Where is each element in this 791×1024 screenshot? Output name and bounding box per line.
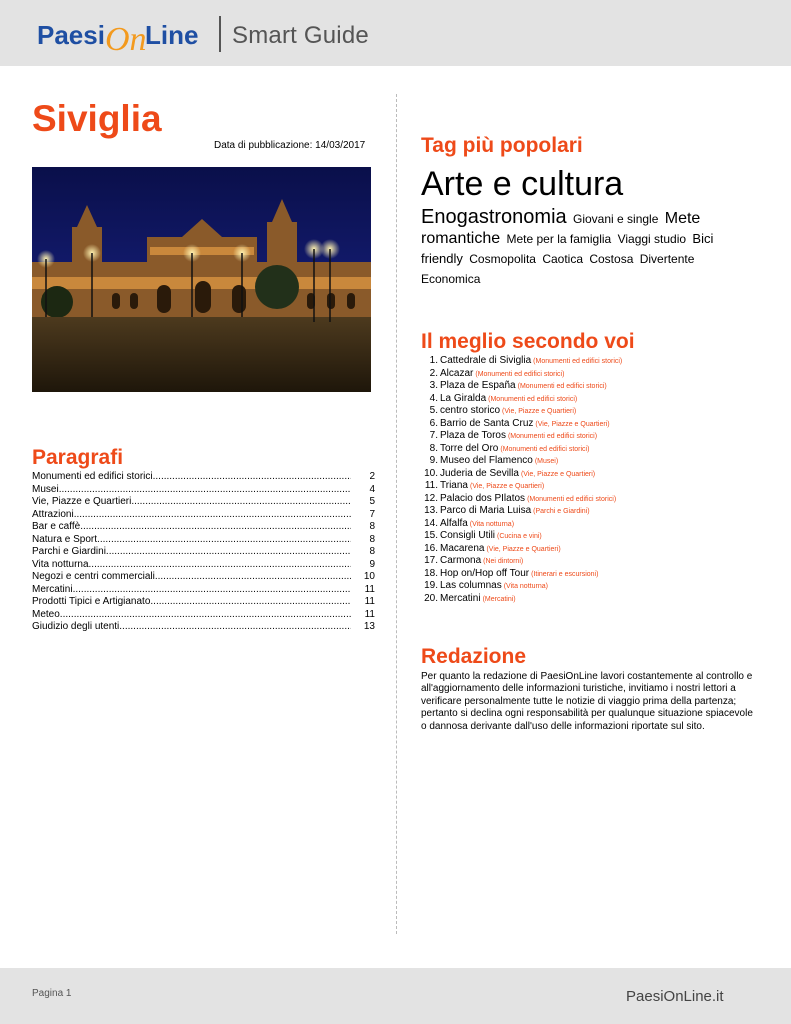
best-item-category[interactable]: (Vie, Piazze e Quartieri): [502, 408, 577, 415]
best-item-category[interactable]: (Mercatini): [482, 595, 516, 603]
best-item-category[interactable]: (Monumenti ed edifici storici): [527, 495, 617, 503]
best-list-item[interactable]: [421, 355, 771, 368]
best-item-category[interactable]: (Vie, Piazze e Quartieri): [486, 545, 561, 553]
best-item-category[interactable]: (Monumenti ed edifici storici): [475, 370, 565, 378]
toc-leader-dots: [59, 484, 351, 497]
best-list-item[interactable]: [421, 405, 771, 418]
best-list-item[interactable]: [421, 443, 771, 456]
toc-leader-dots: [89, 559, 351, 572]
tag-link[interactable]: Caotica: [542, 252, 583, 267]
best-item-number: 11.: [424, 480, 438, 491]
toc-leader-dots: [74, 509, 351, 522]
best-item-category[interactable]: (Parchi e Giardini): [533, 508, 590, 515]
best-item-category[interactable]: (Vita notturna): [503, 583, 548, 590]
toc-row[interactable]: [32, 509, 375, 522]
tags-heading: Tag più popolari: [421, 134, 583, 157]
toc-label: Monumenti ed edifici storici: [32, 471, 153, 482]
toc-page-number: 7: [369, 508, 375, 520]
best-list-item[interactable]: [421, 393, 771, 406]
best-item-name[interactable]: Barrio de Santa Cruz: [440, 417, 534, 429]
tag-link[interactable]: Giovani e single: [573, 212, 659, 227]
best-item-category[interactable]: (Monumenti ed edifici storici): [517, 383, 607, 390]
toc-leader-dots: [153, 471, 351, 484]
toc-label: Vie, Piazze e Quartieri: [32, 496, 132, 507]
best-item-number: 4.: [429, 392, 438, 404]
best-item-number: 7.: [429, 430, 438, 441]
publication-date: Data di pubblicazione: 14/03/2017: [214, 140, 366, 151]
best-item-number: 14.: [424, 517, 438, 529]
best-item-number: 19.: [424, 580, 438, 591]
tag-link[interactable]: Mete romantiche: [421, 210, 701, 248]
toc-leader-dots: [131, 496, 351, 509]
best-item-category[interactable]: (Nei dintorni): [483, 558, 524, 565]
best-item-name[interactable]: Consigli Utili: [440, 530, 496, 541]
best-list-item[interactable]: [421, 593, 771, 606]
toc-leader-dots: [97, 534, 351, 547]
toc-row[interactable]: [32, 496, 375, 509]
toc-leader-dots: [60, 609, 351, 622]
toc-leader-dots: [80, 521, 351, 534]
toc-label: Bar e caffè: [32, 521, 81, 532]
best-list-item[interactable]: [421, 505, 771, 518]
best-item-category[interactable]: (Musei): [534, 458, 559, 465]
best-item-name[interactable]: Mercatini: [440, 592, 481, 604]
plaza-de-espana-night-photo: [32, 167, 371, 392]
best-item-name[interactable]: Plaza de España: [440, 380, 516, 391]
toc-label: Giudizio degli utenti: [32, 621, 120, 632]
toc-page-number: 11: [364, 583, 375, 595]
toc-leader-dots: [150, 596, 351, 609]
best-item-number: 3.: [429, 380, 438, 391]
paragrafi-heading: Paragrafi: [32, 446, 124, 469]
best-item-number: 8.: [429, 442, 438, 454]
best-item-number: 18.: [424, 567, 438, 579]
toc-row[interactable]: [32, 521, 375, 534]
best-item-category[interactable]: (Monumenti ed edifici storici): [500, 445, 590, 453]
best-item-number: 16.: [424, 542, 438, 554]
best-item-number: 10.: [424, 467, 438, 479]
page-title: Siviglia: [32, 98, 162, 139]
toc-row[interactable]: [32, 584, 375, 597]
toc-label: Attrazioni: [32, 508, 74, 520]
best-list-item[interactable]: [421, 368, 771, 381]
best-list-item[interactable]: [421, 455, 771, 468]
best-list-item[interactable]: [421, 418, 771, 431]
best-item-number: 15.: [424, 530, 438, 541]
best-list: [421, 355, 771, 605]
tag-link[interactable]: Cosmopolita: [469, 252, 536, 267]
best-item-category[interactable]: (Monumenti ed edifici storici): [533, 358, 623, 365]
best-item-category[interactable]: (Cucina e vini): [497, 533, 542, 540]
tag-link[interactable]: Arte e cultura: [421, 165, 624, 203]
tag-link[interactable]: Viaggi studio: [617, 232, 687, 247]
toc-row[interactable]: [32, 596, 375, 609]
toc-page-number: 2: [369, 471, 375, 482]
toc-page-number: 11: [364, 608, 375, 620]
header-divider: [219, 16, 221, 52]
best-item-name[interactable]: Hop on/Hop off Tour: [440, 567, 530, 579]
best-item-number: 2.: [429, 367, 438, 379]
logo-part-line: Line: [145, 20, 199, 50]
best-item-name[interactable]: Cattedrale di Siviglia: [440, 355, 532, 366]
best-list-item[interactable]: [421, 468, 771, 481]
best-item-category[interactable]: (Vie, Piazze e Quartieri): [469, 483, 545, 490]
redazione-text: Per quanto la redazione di PaesiOnLine lavori costantemente al controllo e all'aggiornamento delle informazioni turistiche, invitiamo i nostri lettori a verificare personalmente tutte le notizie di viaggio prima della partenza; pertanto si declina ogni responsabilità per qualunque situazione spiacevole o dannosa derivante dall'uso delle informazioni riportate sul sito.: [421, 671, 753, 732]
best-item-name[interactable]: Carmona: [440, 555, 482, 566]
best-list-item[interactable]: [421, 530, 771, 543]
best-item-category[interactable]: (Vie, Piazze e Quartieri): [520, 470, 596, 478]
toc-row[interactable]: [32, 609, 375, 622]
toc-label: Musei: [32, 483, 59, 495]
toc-page-number: 8: [369, 533, 375, 545]
best-item-name[interactable]: Las columnas: [440, 580, 502, 591]
best-item-name[interactable]: Juderia de Sevilla: [440, 467, 519, 479]
best-item-category[interactable]: (Vita notturna): [469, 520, 515, 528]
best-item-number: 13.: [424, 505, 438, 516]
best-heading: Il meglio secondo voi: [421, 330, 635, 353]
best-item-number: 9.: [429, 455, 438, 466]
best-item-category[interactable]: (Vie, Piazze e Quartieri): [535, 420, 610, 428]
toc-page-number: 11: [364, 596, 375, 607]
tag-link[interactable]: Bici friendly: [421, 231, 714, 267]
header-subtitle: Smart Guide: [232, 22, 369, 49]
table-of-contents: [32, 471, 375, 634]
best-item-name[interactable]: Alfalfa: [440, 517, 468, 529]
toc-row[interactable]: [32, 621, 375, 634]
best-item-name[interactable]: centro storico: [440, 405, 501, 416]
toc-label: Mercatini: [32, 583, 73, 595]
best-item-number: 20.: [424, 592, 438, 604]
best-item-name[interactable]: Plaza de Toros: [440, 430, 506, 441]
tag-link[interactable]: Enogastronomia: [421, 206, 567, 229]
toc-label: Prodotti Tipici e Artigianato: [32, 596, 151, 607]
best-item-category[interactable]: (Itinerari e escursioni): [531, 570, 599, 578]
best-item-number: 1.: [429, 355, 438, 366]
column-divider: [396, 94, 397, 934]
tag-link[interactable]: Costosa: [589, 252, 634, 267]
best-list-item[interactable]: [421, 518, 771, 531]
best-item-name[interactable]: Alcazar: [440, 367, 474, 379]
best-list-item[interactable]: [421, 493, 771, 506]
logo-part-paesi: Paesi: [37, 20, 105, 50]
paesionline-logo[interactable]: [37, 16, 227, 58]
toc-leader-dots: [119, 621, 351, 634]
toc-page-number: 9: [369, 558, 375, 570]
best-item-number: 12.: [424, 492, 438, 504]
redazione-heading: Redazione: [421, 645, 527, 668]
toc-page-number: 8: [369, 546, 375, 557]
best-item-name[interactable]: Macarena: [440, 542, 485, 554]
best-item-number: 17.: [424, 555, 438, 566]
site-link[interactable]: PaesiOnLine.it: [626, 988, 724, 1005]
tag-link[interactable]: Divertente: [639, 252, 695, 267]
toc-row[interactable]: [32, 484, 375, 497]
toc-page-number: 10: [363, 571, 375, 582]
toc-label: Meteo: [32, 608, 60, 620]
best-item-number: 6.: [429, 417, 438, 429]
toc-label: Negozi e centri commerciali: [32, 571, 155, 582]
toc-label: Natura e Sport: [32, 533, 98, 545]
toc-row[interactable]: [32, 471, 375, 484]
best-item-name[interactable]: Parco di Maria Luisa: [440, 505, 532, 516]
toc-leader-dots: [73, 584, 351, 597]
page-number: Pagina 1: [32, 988, 72, 999]
tag-cloud: [421, 165, 761, 289]
toc-label: Vita notturna: [32, 558, 89, 570]
toc-page-number: 8: [369, 521, 375, 532]
best-item-name[interactable]: Palacio dos PIlatos: [440, 492, 526, 504]
tag-link[interactable]: Mete per la famiglia: [506, 232, 612, 247]
best-list-item[interactable]: [421, 543, 771, 556]
best-list-item[interactable]: [421, 555, 771, 568]
toc-page-number: 5: [369, 496, 375, 507]
best-item-name[interactable]: Torre del Oro: [440, 442, 499, 454]
best-list-item[interactable]: [421, 380, 771, 393]
best-item-category[interactable]: (Monumenti ed edifici storici): [488, 395, 578, 403]
toc-row[interactable]: [32, 571, 375, 584]
toc-row[interactable]: [32, 546, 375, 559]
best-list-item[interactable]: [421, 568, 771, 581]
best-list-item[interactable]: [421, 580, 771, 593]
toc-leader-dots: [106, 546, 351, 559]
best-list-item[interactable]: [421, 430, 771, 443]
best-item-name[interactable]: Museo del Flamenco: [440, 455, 533, 466]
best-item-name[interactable]: Triana: [440, 480, 468, 491]
toc-leader-dots: [155, 571, 351, 584]
toc-label: Parchi e Giardini: [32, 546, 106, 557]
best-item-number: 5.: [429, 405, 438, 416]
toc-page-number: 13: [363, 621, 375, 632]
toc-row[interactable]: [32, 559, 375, 572]
toc-row[interactable]: [32, 534, 375, 547]
tag-link[interactable]: Economica: [421, 272, 481, 287]
best-item-category[interactable]: (Monumenti ed edifici storici): [507, 433, 598, 440]
best-item-name[interactable]: La Giralda: [440, 392, 487, 404]
logo-part-on: On: [105, 21, 147, 58]
toc-page-number: 4: [369, 483, 375, 495]
best-list-item[interactable]: [421, 480, 771, 493]
